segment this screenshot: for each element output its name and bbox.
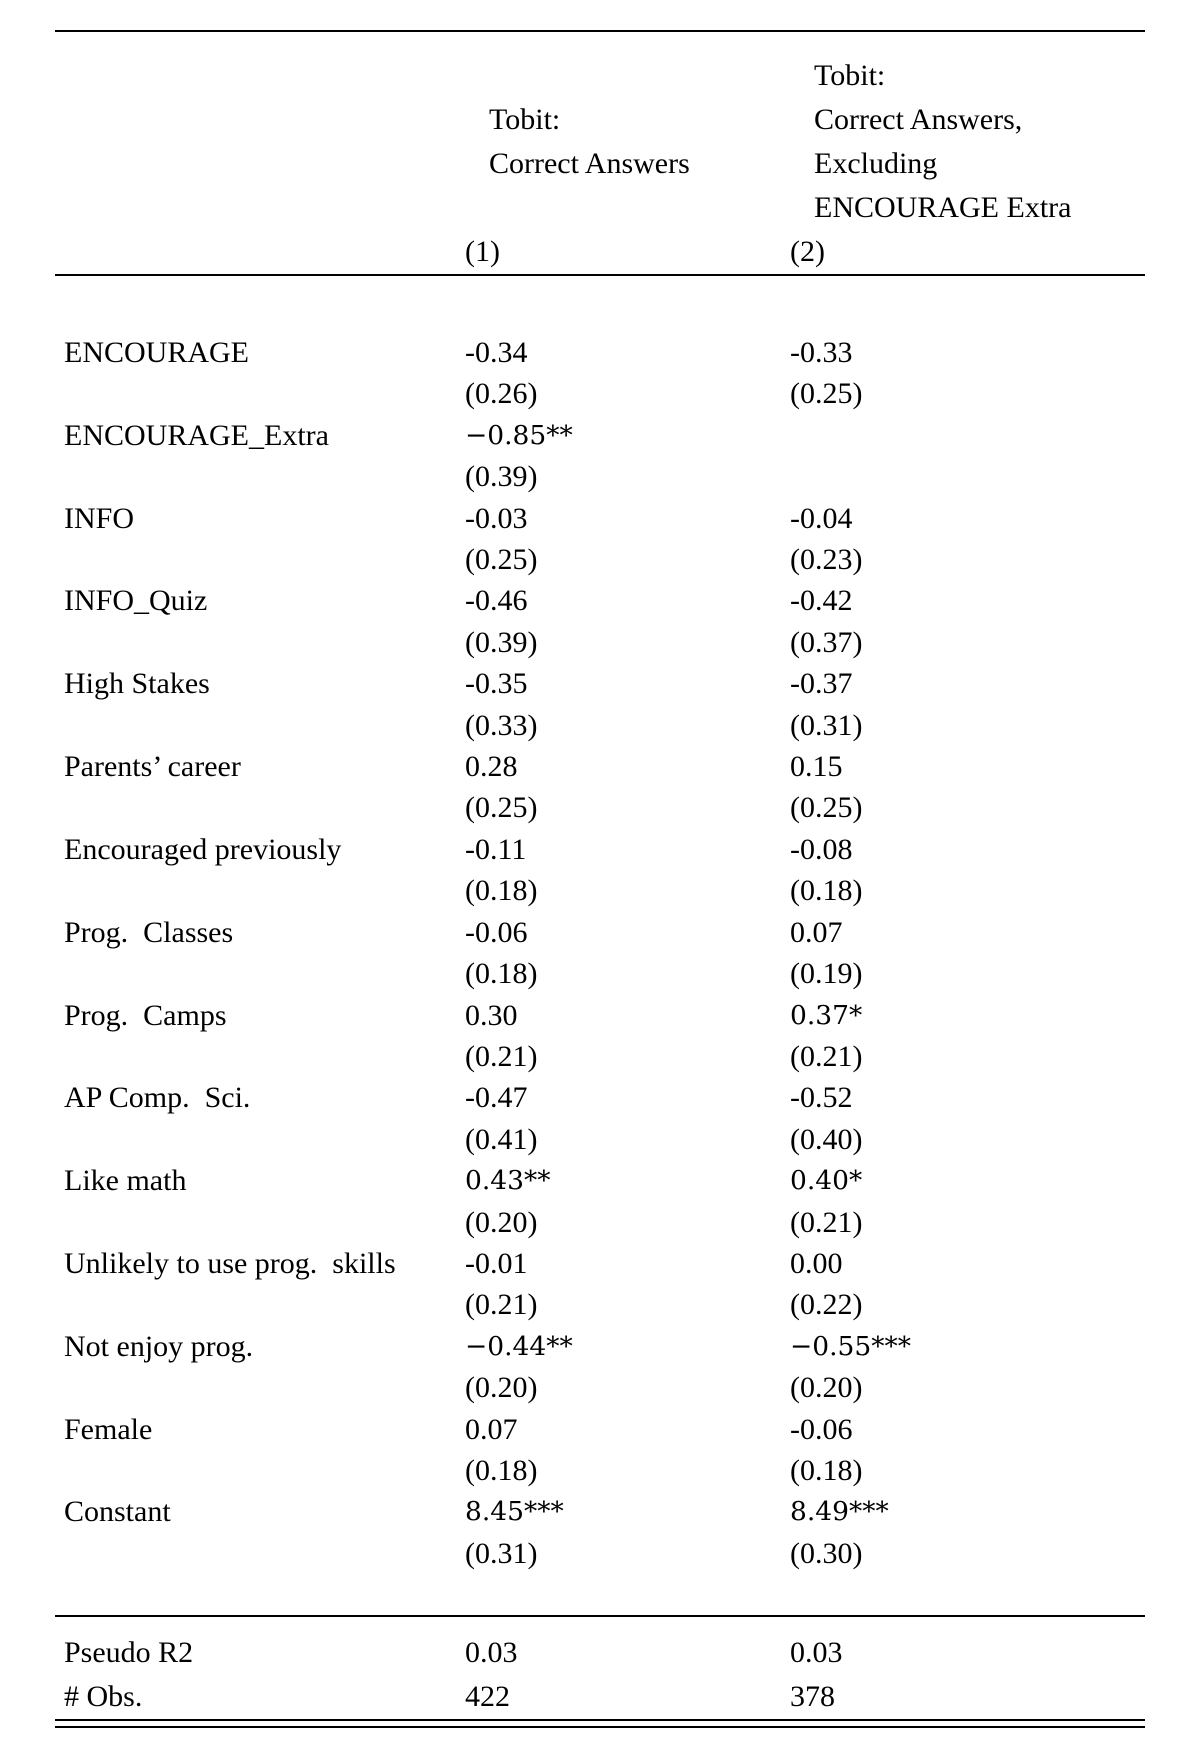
col1-stderr: (0.21) [465, 1288, 538, 1322]
col1-cell [465, 746, 790, 829]
column-1-header [465, 98, 790, 186]
col2-estimate: -0.33 [790, 336, 853, 369]
row-label: AP Comp. Sci. [64, 1081, 251, 1115]
col1-stderr: (0.18) [465, 874, 538, 908]
col1-estimate: -0.11 [465, 832, 527, 866]
col1-estimate: -0.03 [465, 501, 528, 535]
table-row [55, 829, 1145, 912]
col2-estimate: -0.08 [790, 832, 853, 866]
col2-estimate: 0.15 [790, 750, 843, 784]
table-stats [55, 1617, 1145, 1719]
col1-estimate: -0.01 [465, 1246, 528, 1280]
table-row [55, 1326, 1145, 1409]
column-2-number: (2) [790, 235, 825, 268]
stat-col2-value: 378 [790, 1680, 835, 1714]
stat-label: # Obs. [64, 1680, 143, 1714]
col2-cell [790, 415, 1145, 498]
col1-stderr: (0.20) [465, 1205, 538, 1239]
col2-cell [790, 1409, 1145, 1492]
stats-row [55, 1675, 1145, 1719]
table-row [55, 995, 1145, 1078]
row-label: High Stakes [64, 667, 210, 701]
table-body [55, 276, 1145, 1615]
table-row [55, 912, 1145, 995]
col2-stderr: (0.22) [790, 1288, 863, 1322]
column-2-header-line: Tobit: [814, 59, 886, 92]
column-1-number: (1) [465, 235, 500, 268]
col1-cell [465, 415, 790, 498]
row-label: Unlikely to use prog. skills [64, 1246, 396, 1280]
col2-estimate: -0.37 [790, 667, 853, 701]
table-row [55, 663, 1145, 746]
col2-cell [790, 829, 1145, 912]
col1-stderr: (0.39) [465, 460, 538, 494]
col2-stderr: (0.19) [790, 957, 863, 991]
row-label: Constant [64, 1495, 171, 1529]
col1-stderr: (0.25) [465, 543, 538, 577]
col2-stderr: (0.37) [790, 625, 863, 659]
col2-estimate: -0.42 [790, 584, 853, 618]
col2-stderr: (0.25) [790, 791, 863, 825]
col1-stderr: (0.39) [465, 625, 538, 659]
table-row [55, 580, 1145, 663]
col2-estimate: -0.06 [790, 1412, 853, 1446]
row-label: Not enjoy prog. [64, 1329, 254, 1363]
col1-stderr: (0.18) [465, 957, 538, 991]
col2-stderr: (0.18) [790, 1453, 863, 1487]
col2-stderr: (0.23) [790, 543, 863, 577]
col1-cell [465, 829, 790, 912]
column-2-header [790, 54, 1145, 230]
col1-cell [465, 1491, 790, 1574]
table-row [55, 415, 1145, 498]
row-label: Parents’ career [64, 750, 241, 784]
table-row [55, 746, 1145, 829]
col1-cell [465, 332, 790, 415]
table-row [55, 332, 1145, 415]
col2-cell [790, 332, 1145, 415]
col2-stderr: (0.20) [790, 1371, 863, 1405]
col1-estimate: -0.46 [465, 584, 528, 618]
column-2-header-line: Excluding [814, 147, 938, 180]
column-1-header-line: Correct Answers [489, 147, 690, 180]
stat-col2-value: 0.03 [790, 1636, 843, 1670]
row-label: INFO [64, 501, 135, 535]
col2-estimate: -0.52 [790, 1081, 853, 1115]
col1-estimate: 0.28 [465, 750, 518, 784]
column-2-header-line: ENCOURAGE Extra [814, 191, 1072, 224]
column-2-header-line: Correct Answers, [814, 103, 1023, 136]
row-label: Encouraged previously [64, 832, 342, 866]
col2-cell [790, 1491, 1145, 1574]
row-label: ENCOURAGE [64, 336, 249, 369]
col1-cell [465, 995, 790, 1078]
col2-cell [790, 1160, 1145, 1243]
col1-cell [465, 1326, 790, 1409]
col1-estimate: -0.35 [465, 667, 528, 701]
col1-estimate: −0.44** [465, 1330, 573, 1362]
col1-estimate: 0.43** [465, 1165, 551, 1197]
table-row [55, 498, 1145, 581]
col1-stderr: (0.33) [465, 708, 538, 742]
col2-stderr: (0.40) [790, 1122, 863, 1156]
table-header [55, 32, 1145, 230]
col1-estimate: 0.07 [465, 1412, 518, 1446]
numbers-label-spacer [55, 230, 465, 274]
table-row [55, 1409, 1145, 1492]
col1-cell [465, 1077, 790, 1160]
col1-stderr: (0.41) [465, 1122, 538, 1156]
col2-estimate: 0.37* [790, 999, 863, 1031]
col2-estimate: −0.55*** [790, 1330, 911, 1362]
col1-cell [465, 1160, 790, 1243]
col1-cell [465, 1243, 790, 1326]
col2-estimate: 0.40* [790, 1165, 863, 1197]
row-label: Female [64, 1412, 153, 1446]
regression-table [55, 30, 1145, 1728]
col2-cell [790, 995, 1145, 1078]
col1-estimate: 8.45*** [465, 1496, 564, 1528]
col2-cell [790, 1326, 1145, 1409]
col2-stderr: (0.30) [790, 1536, 863, 1570]
row-label: ENCOURAGE_Extra [64, 418, 329, 452]
col2-stderr: (0.25) [790, 377, 863, 411]
column-1-header-line: Tobit: [489, 103, 561, 136]
col1-cell [465, 1409, 790, 1492]
table-bottom-double-rule [55, 1719, 1145, 1728]
col2-stderr: (0.21) [790, 1039, 863, 1073]
table-row [55, 1077, 1145, 1160]
stat-label: Pseudo R2 [64, 1636, 194, 1670]
col1-stderr: (0.21) [465, 1039, 538, 1073]
col2-stderr: (0.21) [790, 1205, 863, 1239]
stat-col1-value: 422 [465, 1680, 510, 1714]
col2-stderr: (0.18) [790, 874, 863, 908]
col2-cell [790, 580, 1145, 663]
col2-cell [790, 663, 1145, 746]
col1-estimate: -0.34 [465, 336, 528, 369]
col2-cell [790, 912, 1145, 995]
col2-stderr: (0.31) [790, 708, 863, 742]
col2-estimate: 8.49*** [790, 1496, 889, 1528]
col2-cell [790, 746, 1145, 829]
col2-estimate: 0.07 [790, 915, 843, 949]
stats-row [55, 1631, 1145, 1675]
col1-stderr: (0.26) [465, 377, 538, 411]
col2-estimate: 0.00 [790, 1246, 843, 1280]
row-label: Prog. Classes [64, 915, 234, 949]
col1-stderr: (0.25) [465, 791, 538, 825]
col1-estimate: −0.85** [465, 419, 573, 451]
col1-cell [465, 498, 790, 581]
col1-cell [465, 912, 790, 995]
col1-stderr: (0.20) [465, 1371, 538, 1405]
col1-stderr: (0.31) [465, 1536, 538, 1570]
col1-stderr: (0.18) [465, 1453, 538, 1487]
row-label: INFO_Quiz [64, 584, 208, 618]
col1-cell [465, 663, 790, 746]
col1-estimate: -0.06 [465, 915, 528, 949]
column-numbers-row [55, 230, 1145, 274]
row-label: Like math [64, 1164, 187, 1198]
col2-estimate: -0.04 [790, 501, 853, 535]
col2-cell [790, 1243, 1145, 1326]
col1-cell [465, 580, 790, 663]
col2-cell [790, 1077, 1145, 1160]
col2-cell [790, 498, 1145, 581]
row-label: Prog. Camps [64, 998, 227, 1032]
table-row [55, 1491, 1145, 1574]
table-row [55, 1160, 1145, 1243]
col1-estimate: -0.47 [465, 1081, 528, 1115]
col1-estimate: 0.30 [465, 998, 518, 1032]
table-row [55, 1243, 1145, 1326]
stat-col1-value: 0.03 [465, 1636, 518, 1670]
